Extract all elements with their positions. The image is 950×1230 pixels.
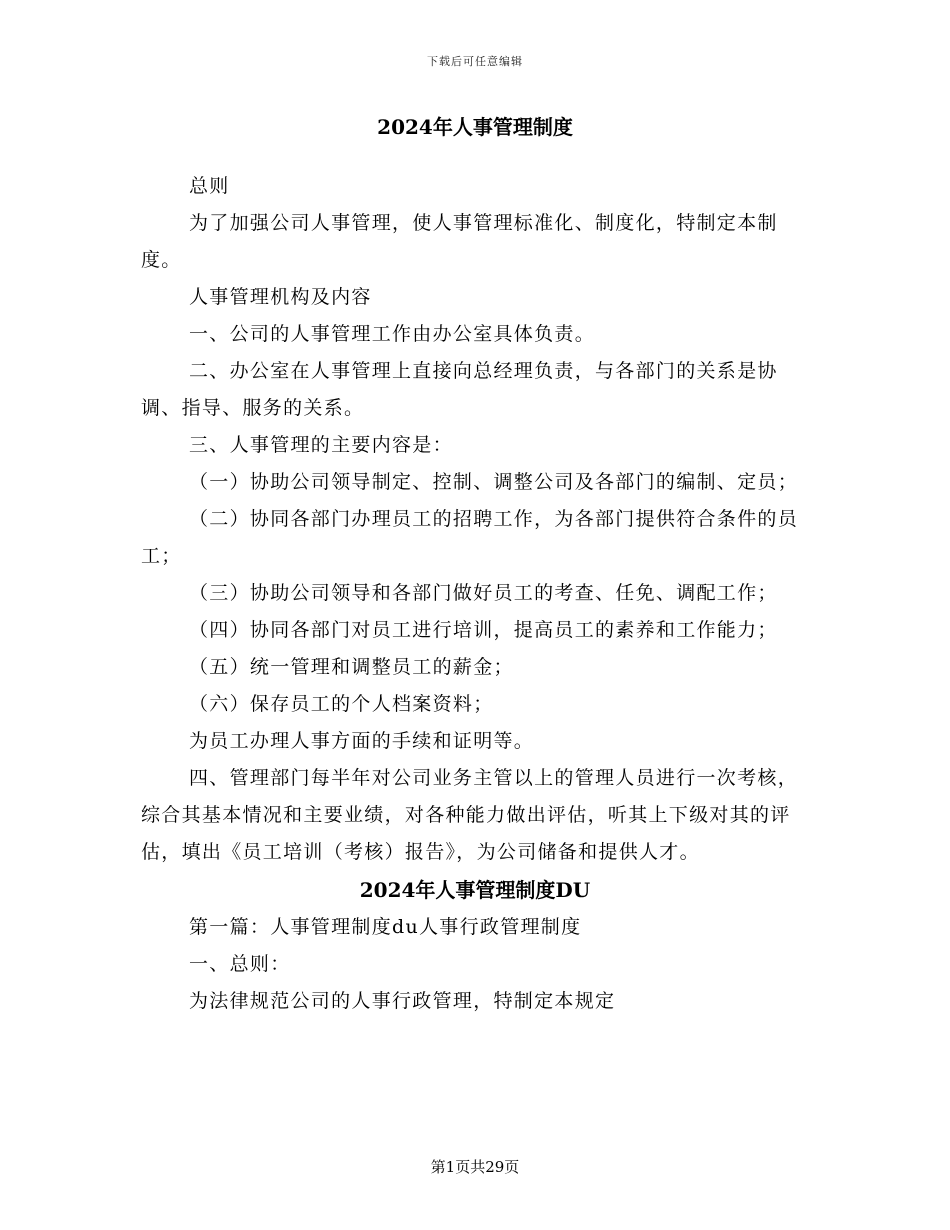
paragraph-item-3: 三、人事管理的主要内容是：: [189, 434, 453, 456]
paragraph-subitem-2: （二）协同各部门办理员工的招聘工作，为各部门提供符合条件的员工；: [141, 508, 799, 567]
paragraph-item-2: 二、办公室在人事管理上直接向总经理负责，与各部门的关系是协调、指导、服务的关系。: [141, 360, 778, 419]
paragraph-chapter-1: 第一篇：人事管理制度du人事行政管理制度: [189, 916, 582, 938]
paragraph-organization-heading: 人事管理机构及内容: [189, 286, 372, 308]
paragraph-item-4: 四、管理部门每半年对公司业务主管以上的管理人员进行一次考核，综合其基本情况和主要业绩，对各种能力做出评估，听其上下级对其的评估，填出《员工培训（考核）报告》，为公司储备和提供人才。: [141, 767, 799, 863]
paragraph-subitem-1: （一）协助公司领导制定、控制、调整公司及各部门的编制、定员；: [189, 471, 799, 493]
paragraph-purpose: 为了加强公司人事管理，使人事管理标准化、制度化，特制定本制度。: [141, 212, 778, 271]
paragraph-subitem-6: （六）保存员工的个人档案资料；: [189, 693, 494, 715]
document-title: 2024年人事管理制度: [377, 115, 573, 139]
paragraph-subitem-3: （三）协助公司领导和各部门做好员工的考查、任免、调配工作；: [189, 582, 778, 604]
paragraph-subitem-5: （五）统一管理和调整员工的薪金；: [189, 656, 514, 678]
paragraph-item-1: 一、公司的人事管理工作由办公室具体负责。: [189, 323, 596, 345]
paragraph-general-provisions: 一、总则：: [189, 953, 291, 975]
document-title-second: 2024年人事管理制度DU: [359, 878, 591, 902]
paragraph-subitem-4: （四）协同各部门对员工进行培训，提高员工的素养和工作能力；: [189, 619, 778, 641]
paragraph-regulation-purpose: 为法律规范公司的人事行政管理，特制定本规定: [189, 990, 616, 1012]
document-body: [141, 108, 809, 1020]
page-number: 第1页共29页: [430, 1158, 520, 1176]
paragraph-general-heading: 总则: [189, 175, 230, 197]
paragraph-procedures: 为员工办理人事方面的手续和证明等。: [189, 730, 535, 752]
page-header-note: 下载后可任意编辑: [427, 55, 523, 68]
